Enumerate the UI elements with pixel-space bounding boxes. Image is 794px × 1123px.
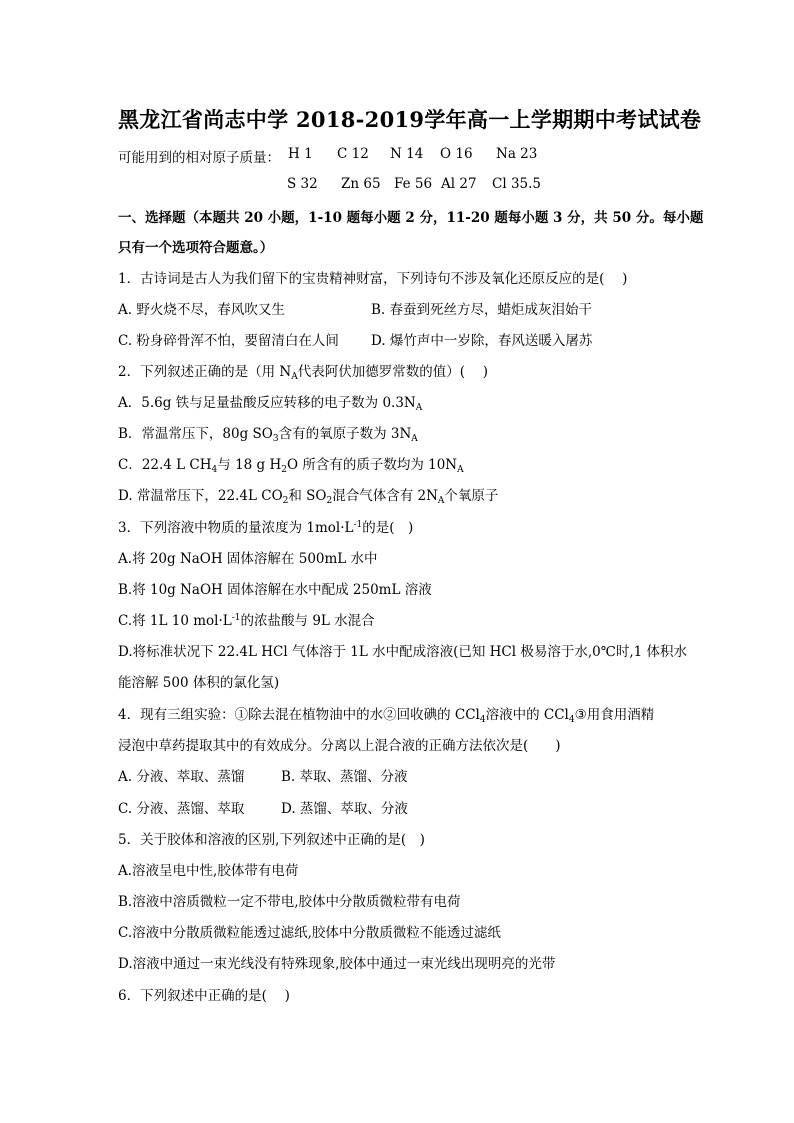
q4-stem-cont: 浸泡中草药提取其中的有效成分。分离以上混合液的正确方法依次是( ) [118, 738, 561, 754]
q4-option-b: B. 萃取、蒸馏、分液 [281, 769, 408, 785]
atomic-mass-n: N 14 [390, 146, 424, 162]
subscript: 2 [326, 496, 333, 506]
q3-stem-text-cont: 的是( ) [362, 520, 414, 536]
q3-stem-text: 3．下列溶液中物质的量浓度为 1mol·L [118, 520, 354, 536]
q2-stem [118, 363, 488, 381]
q4-option-a: A. 分液、萃取、蒸馏 [118, 769, 245, 785]
q1-option-b: B. 春蚕到死丝方尽，蜡炬成灰泪始干 [371, 302, 593, 318]
q2-stem-text-cont: 代表阿伏加德罗常数的值）( ) [297, 364, 489, 380]
option-text: 个氧原子 [444, 488, 499, 504]
q2-option-d [118, 487, 498, 505]
page-title: 黑龙江省尚志中学 2018-2019学年高一上学期期中考试试卷 [118, 107, 702, 132]
atomic-mass-label: 可能用到的相对原子质量： [118, 150, 280, 166]
option-text: 含有的氧原子数为 3N [278, 426, 412, 442]
q3-stem [118, 519, 413, 537]
q3-option-d: D.将标准状况下 22.4L HCl 气体溶于 1L 水中配成溶液(已知 HCl 极易溶于水,0℃时,1 体积水 [118, 644, 688, 660]
q1-option-c: C. 粉身碎骨浑不怕，要留清白在人间 [118, 333, 339, 349]
section-heading: 一、选择题（本题共 20 小题，1-10 题每小题 2 分，11-20 题每小题 3 分，共 50 分。每小题 [118, 210, 704, 226]
q4-option-c: C. 分液、蒸馏、萃取 [118, 801, 245, 817]
subscript: 4 [479, 715, 486, 725]
option-text: B．常温常压下，80g SO [118, 426, 273, 442]
atomic-mass-s: S 32 [287, 176, 318, 192]
superscript: -1 [353, 520, 363, 530]
option-text: C．22.4 L CH [118, 457, 212, 473]
option-text: A．5.6g 铁与足量盐酸反应转移的电子数为 0.3N [118, 395, 416, 411]
q5-option-c: C.溶液中分散质微粒能透过滤纸,胶体中分散质微粒不能透过滤纸 [118, 925, 501, 941]
subscript: A [457, 465, 464, 475]
atomic-mass-o: O 16 [440, 146, 473, 162]
q2-option-c [118, 456, 464, 474]
q5-option-a: A.溶液呈电中性,胶体带有电荷 [118, 863, 299, 879]
q2-option-b [118, 425, 418, 443]
option-text: 的浓盐酸与 9L 水混合 [240, 613, 375, 629]
atomic-mass-h: H 1 [288, 146, 313, 162]
option-text: 与 18 g H [217, 457, 282, 473]
q1-option-d: D. 爆竹声中一岁除，春风送暖入屠苏 [371, 333, 593, 349]
q4-stem [118, 706, 654, 724]
subscript: A [437, 496, 445, 506]
option-text: D. 常温常压下，22.4L CO [118, 488, 283, 504]
q3-option-d-cont: 能溶解 500 体积的氯化氢) [118, 675, 280, 691]
q1-stem: 1．古诗词是古人为我们留下的宝贵精神财富，下列诗句不涉及氧化还原反应的是( ) [118, 271, 628, 287]
option-text: 混合气体含有 2N [332, 488, 438, 504]
q3-option-c [118, 612, 375, 630]
superscript: -1 [231, 613, 241, 623]
q6-stem: 6．下列叙述中正确的是( ) [118, 988, 290, 1004]
atomic-mass-al: Al 27 [441, 176, 477, 192]
section-heading-cont: 只有一个选项符合题意。） [118, 240, 274, 256]
q4-option-d: D. 蒸馏、萃取、分液 [281, 801, 408, 817]
q4-stem-text: 4．现有三组实验：①除去混在植物油中的水②回收碘的 CCl [118, 707, 480, 723]
atomic-mass-na: Na 23 [496, 146, 538, 162]
q4-stem-text: ③用食用酒精 [574, 707, 655, 723]
subscript: 3 [272, 434, 279, 444]
subscript: 2 [281, 465, 287, 475]
atomic-mass-zn: Zn 65 [341, 176, 381, 192]
q2-stem-text: 2．下列叙述正确的是（用 N [118, 364, 292, 380]
subscript: A [291, 372, 298, 382]
subscript: A [415, 403, 423, 413]
atomic-mass-fe: Fe 56 [394, 176, 433, 192]
subscript: A [411, 434, 418, 444]
option-text: 和 SO [288, 488, 327, 504]
subscript: 4 [568, 715, 575, 725]
option-text: O 所含有的质子数均为 10N [286, 457, 458, 473]
subscript: 2 [282, 496, 289, 506]
q3-option-a: A.将 20g NaOH 固体溶解在 500mL 水中 [118, 551, 378, 567]
q4-stem-text: 溶液中的 CCl [485, 707, 569, 723]
q3-option-b: B.将 10g NaOH 固体溶解在水中配成 250mL 溶液 [118, 582, 432, 598]
q5-option-d: D.溶液中通过一束光线没有特殊现象,胶体中通过一束光线出现明亮的光带 [118, 956, 556, 972]
q5-stem: 5．关于胶体和溶液的区别,下列叙述中正确的是( ) [118, 832, 425, 848]
atomic-mass-cl: Cl 35.5 [492, 176, 541, 192]
q1-option-a: A. 野火烧不尽，春风吹又生 [118, 302, 285, 318]
atomic-mass-c: C 12 [337, 146, 369, 162]
option-text: C.将 1L 10 mol·L [118, 613, 232, 629]
subscript: 4 [211, 465, 218, 475]
q2-option-a [118, 394, 422, 412]
q5-option-b: B.溶液中溶质微粒一定不带电,胶体中分散质微粒带有电荷 [118, 894, 461, 910]
